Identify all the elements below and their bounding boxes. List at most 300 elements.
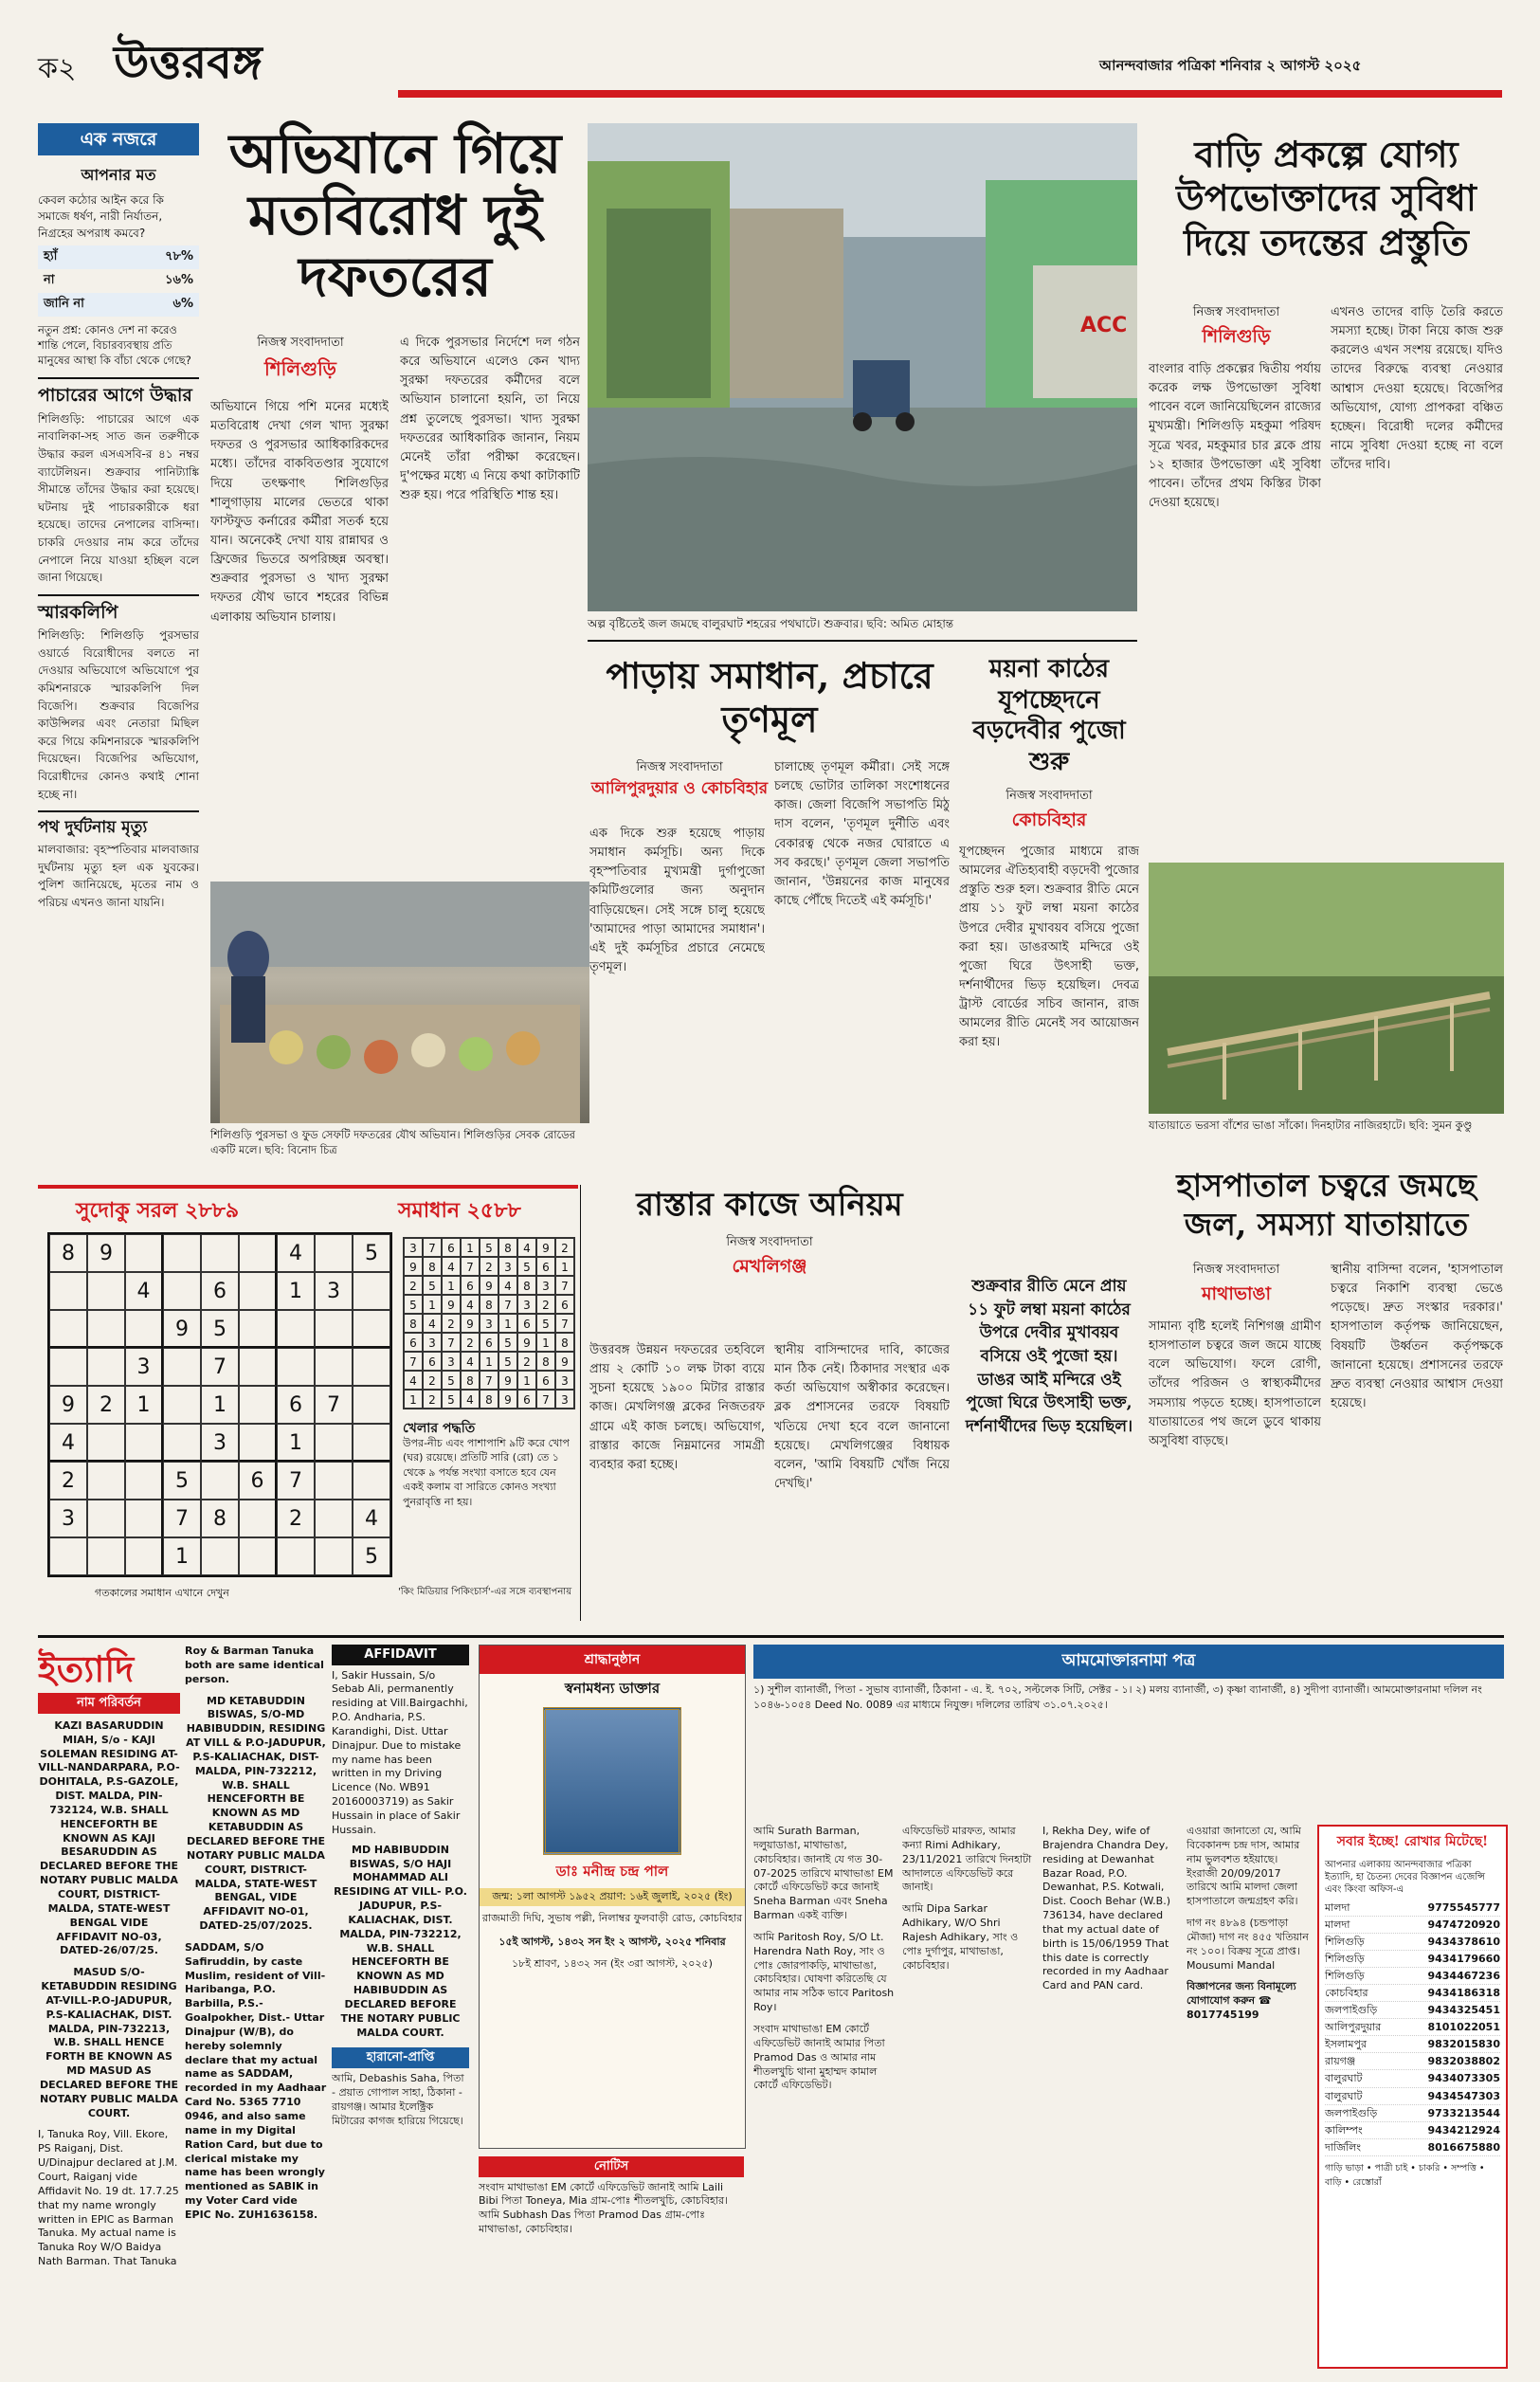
agents-box [1317,1825,1508,2369]
solution-cells [404,1238,574,1409]
sudoku-cell[interactable] [49,1537,87,1575]
sudoku-cell[interactable]: 9 [87,1234,125,1272]
sudoku-cell[interactable]: 2 [277,1500,315,1537]
sudoku-cell[interactable]: 9 [49,1386,87,1424]
agent-place: কালিম্পং [1325,2123,1363,2137]
solution-footer: 'কিং মিডিয়ার পিকিংচার্স'-এর সঙ্গে ব্যবস্থাপনায় [398,1587,572,1597]
solution-cell: 4 [423,1314,442,1333]
solution-cell: 2 [423,1390,442,1409]
sudoku-cell[interactable] [201,1234,239,1272]
sudoku-cell[interactable]: 3 [315,1272,353,1310]
agent-row [1325,2019,1500,2036]
sudoku-cell[interactable]: 5 [353,1234,390,1272]
photo-flood [588,123,1137,611]
missing-title: হারানো-প্রাপ্তি [332,2047,469,2068]
solution-cell: 6 [404,1333,423,1352]
puzzle-red-rule [38,1185,578,1189]
rule-under-flood [588,640,1137,642]
ad-text: Roy & Barman Tanuka both are same identical person. [185,1645,324,1685]
road-dateline: মেখলিগঞ্জ [732,1255,807,1277]
ad-text: আমি Surath Barman, দলুয়াডাঙা, মাথাভাঙা, কোচবিহার। জানাই যে গত 30-07-2025 তারিখে মাথাভাঙা EM কোর্টে এফিডেভিট করে জানাই Sneha Barman এবং Sneha Barman একই ব্যক্তি। [753,1825,894,1922]
solution-cell: 7 [555,1276,574,1295]
solution-cell: 6 [461,1276,480,1295]
solution-cell: 6 [517,1390,536,1409]
notice-body: সংবাদ মাথাভাঙা EM কোর্টে এফিডেভিট জানাই আমি Laili Bibi পিতা Toneya, Mia গ্রাম-পোঃ শীতলখুচি, কোচবিহার। আমি Subhash Das পিতা Pramod Das গ্রাম-পোঃ মাথাভাঙা, কোচবিহার। [479,2180,728,2236]
sudoku-cell[interactable] [315,1310,353,1348]
sudoku-cell[interactable] [353,1462,390,1500]
agent-row [1325,2053,1500,2070]
sudoku-cell[interactable] [49,1310,87,1348]
sudoku-cell[interactable] [125,1500,163,1537]
solution-cell: 1 [404,1390,423,1409]
ad-text: MD KETABUDDIN BISWAS, S/O-MD HABIBUDDIN, RESIDING AT VILL & P.O-JADUPUR, P.S-KALIACHAK, DIST-MALDA, PIN-732212, W.B. SHALL HENCEFORTH BE KNOWN AS MD KETABUDDIN AS DECLARED BEFORE THE NOTARY PUBLIC MALDA COURT, DISTRICT-MALDA, STATE-WEST BENGAL, VIDE AFFIDAVIT NO-01, DATED-25/07/2025. [186,1694,326,1933]
agent-row [1325,2002,1500,2019]
sudoku-title: সুদোকু সরল ২৮৮৯ [76,1199,240,1223]
solution-cell: 3 [442,1352,461,1371]
housing-byline: নিজস্ব সংবাদদাতা [1192,305,1280,319]
solution-cell: 5 [423,1276,442,1295]
solution-cell: 1 [498,1314,517,1333]
caption-kitchen: শিলিগুড়ি পুরসভা ও ফুড সেফটি দফতরের যৌথ অভিযান। শিলিগুড়ির সেবক রোডের একটি মলে। ছবি: বিনোদ চিত্র [210,1128,575,1156]
road-byline: নিজস্ব সংবাদদাতা [726,1234,813,1249]
agent-phone[interactable]: 9733213544 [1427,2106,1500,2119]
solution-cell: 5 [442,1371,461,1390]
sudoku-cell[interactable]: 4 [125,1272,163,1310]
solution-cell: 1 [423,1295,442,1314]
solution-cell: 8 [498,1238,517,1257]
solution-cell: 9 [555,1352,574,1371]
sudoku-cell[interactable] [49,1272,87,1310]
sudoku-cell[interactable] [353,1348,390,1386]
elomelo-panel [552,1189,553,1190]
housing-headline: বাড়ি প্রকল্পে যোগ্য উপভোক্তাদের সুবিধা দিয়ে তদন্তের প্রস্তুতি [1176,133,1477,264]
sudoku-cell[interactable] [239,1310,277,1348]
sudoku-cell[interactable]: 5 [353,1537,390,1575]
sudoku-cell[interactable] [87,1272,125,1310]
agent-phone[interactable]: 9434186318 [1427,1987,1500,2000]
sudoku-cell[interactable] [87,1537,125,1575]
shraddha-ritual: ১৫ই আগস্ট, ১৪৩২ সন ইং ২ আগস্ট, ২০২৫ শনিবার [498,1936,726,1948]
agent-phone[interactable]: 9434073305 [1427,2072,1500,2085]
sudoku-cell[interactable]: 7 [201,1348,239,1386]
solution-cell: 4 [517,1238,536,1257]
sudoku-cell[interactable] [239,1424,277,1462]
lead-col2: এ দিকে পুরসভার নির্দেশে দল গঠন করে অভিযানে এলেও কেন খাদ্য সুরক্ষা দফতরের কর্মীদের বলে অভিযান চালানো হয়নি, তা নিয়ে প্রশ্ন তুলেছে পুরসভা। খাদ্য সুরক্ষা দফতরের আধিকারিক জানান, নিয়ম মেনেই তাঁরা পরীক্ষা করেছেন। দু'পক্ষের মধ্যে এ নিয়ে কথা কাটাকাটি শুরু হয়। পরে পরিস্থিতি শান্ত হয়। [400,336,580,503]
agent-phone[interactable]: 9434212924 [1427,2123,1500,2137]
caption-bridge: যাতায়াতে ভরসা বাঁশের ভাঙা সাঁকো। দিনহাটার নাজিরহাটে। ছবি: সুমন কুণ্ডু [1149,1118,1473,1132]
housing-byline-block [1149,303,1324,354]
solution-cell: 8 [480,1390,498,1409]
para-byline: নিজস্ব সংবাদদাতা [636,760,723,774]
sidebar-story2-title: স্মারকলিপি [38,601,118,623]
ad-text: আমি, Debashis Saha, পিতা - প্রয়াত গোপাল সাহা, ঠিকানা - রায়গঞ্জ। আমার ইলেক্ট্রিক মিটারের কাগজ হারিয়ে গিয়েছে। [332,2072,464,2127]
sudoku-cell[interactable] [87,1424,125,1462]
classified-note: বিজ্ঞাপনের জন্য বিনামূল্যে যোগাযোগ করুন ☎ 8017745199 [1187,1980,1296,2022]
solution-cell: 7 [555,1314,574,1333]
sudoku-cell[interactable]: 3 [125,1348,163,1386]
solution-cell: 3 [555,1371,574,1390]
puja-pull-quote: শুক্রবার রীতি মেনে প্রায় ১১ ফুট লম্বা ময়না কাঠের উপরে দেবীর মুখাবয়ব বসিয়ে ওই পুজো হয়। ডাঙর আই মন্দিরে ওই পুজো ঘিরে উৎসাহী ভক্ত, দর্শনার্থীদের ভিড় হয়েছিল। [965,1277,1133,1436]
agent-place: মালদা [1325,1901,1350,1914]
brand-logo: ইত্যাদি [38,1647,135,1690]
sudoku-cell[interactable] [163,1234,201,1272]
page-number: ক২ [38,52,77,85]
agent-phone[interactable]: 9474720920 [1427,1918,1500,1932]
sudoku-cell[interactable] [315,1424,353,1462]
puja-byline: নিজস্ব সংবাদদাতা [1006,789,1093,803]
sudoku-cell[interactable]: 1 [277,1272,315,1310]
agent-phone[interactable]: 9832038802 [1427,2055,1500,2068]
ad-text: আমি Paritosh Roy, S/O Lt. Harendra Nath Roy, সাং ও পোঃ জোরপাকড়ি, মাথাভাঙা, কোচবিহার। ঘোষণা করিতেছি যে আমার নাম সঠিক ভাবে Paritosh Roy। [753,1930,895,2014]
sudoku-cell[interactable]: 7 [277,1462,315,1500]
sudoku-cell[interactable]: 6 [277,1386,315,1424]
sudoku-cell[interactable]: 5 [163,1462,201,1500]
agent-phone[interactable]: 9775545777 [1427,1901,1500,1914]
agent-row [1325,2088,1500,2105]
flood-street-illustration [588,123,1137,611]
solution-cell: 7 [423,1238,442,1257]
para-byline-block [589,758,770,799]
poll-row [38,245,199,269]
agent-phone[interactable]: 9832015830 [1427,2038,1500,2051]
sudoku-cell[interactable]: 1 [163,1537,201,1575]
solution-cell: 7 [404,1352,423,1371]
sudoku-cell[interactable]: 4 [353,1500,390,1537]
sudoku-cell[interactable] [87,1462,125,1500]
sudoku-cell[interactable]: 7 [163,1500,201,1537]
solution-cell: 4 [461,1390,480,1409]
solution-cell: 8 [480,1295,498,1314]
sudoku-cell[interactable] [87,1348,125,1386]
para-col2: চালাচ্ছে তৃণমূল কর্মীরা। সেই সঙ্গে চলছে ভোটার তালিকা সংশোধনের কাজ। জেলা বিজেপি সভাপতি মিঠু দাস বলেন, 'তৃণমূল দুর্নীতি এবং বেকারত্ব থেকে নজর ঘোরাতে এ সব করছে।' তৃণমূল জেলা সভাপতি জানান, 'উন্নয়নের কাজ মানুষের কাছে পৌঁছে দিতেই এই কর্মসূচি।' [774,760,950,908]
solution-cell: 3 [555,1390,574,1409]
shraddha-portrait [543,1707,681,1855]
sudoku-cell[interactable]: 5 [201,1310,239,1348]
solution-cell: 2 [442,1314,461,1333]
solution-cell: 1 [517,1371,536,1390]
sudoku-cell[interactable] [201,1537,239,1575]
story-housing [1149,133,1504,853]
story-puja [959,654,1139,1261]
solution-title: সমাধান ২৫৮৮ [398,1199,521,1223]
solution-cell: 4 [442,1257,461,1276]
puja-pull-quote-block [959,1275,1139,1616]
solution-cell: 2 [423,1371,442,1390]
puja-dateline: কোচবিহার [1011,809,1087,830]
sudoku-cell[interactable] [315,1348,353,1386]
brand-tag: নাম পরিবর্তন [38,1693,180,1714]
lead-byline: নিজস্ব সংবাদদাতা [257,336,344,350]
solution-cell: 5 [536,1314,555,1333]
solution-cell: 8 [404,1314,423,1333]
sudoku-cell[interactable]: 2 [87,1386,125,1424]
ad-text: এওয়ারা জানাতো যে, আমি বিবেকানন্দ চন্দ্র দাস, আমার নাম ভুলবশত হইয়াছে। ইংরাজী 20/09/2017 তারিখে আমি মালদা জেলা হাসপাতালে জন্মগ্রহণ করি। [1187,1825,1301,1908]
sidebar-story3-title: পথ দুর্ঘটনায় মৃত্যু [38,818,148,838]
sudoku-cell[interactable] [125,1310,163,1348]
sudoku-cell[interactable]: 4 [49,1424,87,1462]
solution-cell: 2 [555,1238,574,1257]
agent-phone[interactable]: 8101022051 [1427,2021,1500,2034]
agent-row [1325,1968,1500,1985]
agent-row [1325,1934,1500,1951]
ad-text: KAZI BASARUDDIN MIAH, S/o - KAJI SOLEMAN RESIDING AT-VILL-NANDARPARA, P.O-DOHITALA, P.S-GAZOLE, DIST. MALDA, PIN-732124, W.B. SHALL HENCEFORTH BE KNOWN AS KAJI BESARUDDIN AS DECLARED BEFORE THE NOTARY PUBLIC MALDA COURT, DISTRICT-MALDA, STATE-WEST BENGAL VIDE AFFIDAVIT NO-03, DATED-26/07/25. [38,1718,180,1957]
story-para [589,654,950,1147]
agent-place: ইসলামপুর [1325,2038,1368,2051]
sudoku-cell[interactable] [353,1272,390,1310]
sudoku-cell[interactable] [163,1272,201,1310]
sudoku-cell[interactable]: 8 [201,1500,239,1537]
notice-column [479,2156,744,2365]
elomelo-column [580,1185,581,1621]
sudoku-cell[interactable] [277,1537,315,1575]
agent-place: দার্জিলিং [1325,2140,1362,2154]
agent-row [1325,2036,1500,2053]
solution-rule-title: খেলার পদ্ধতি [403,1421,476,1436]
affidavit-title: AFFIDAVIT [332,1645,469,1665]
sudoku-cell[interactable] [315,1462,353,1500]
sudoku-cell[interactable] [201,1462,239,1500]
shraddha-place: রাজমাতী দিঘি, সুভাষ পল্লী, নিলাম্বর ফুলবাড়ী রোড, কোচবিহার [481,1912,743,1924]
para-headline: পাড়ায় সমাধান, প্রচারে তৃণমূল [606,654,933,741]
agent-phone[interactable]: 9434467236 [1427,1970,1500,1983]
agent-place: শিলিগুড়ি [1325,1970,1365,1983]
poll-label: জানি না [44,297,84,312]
solution-cell: 7 [498,1295,517,1314]
sudoku-cell[interactable] [239,1537,277,1575]
shraddha-title: শ্রাদ্ধানুষ্ঠান [480,1646,745,1674]
sudoku-cell[interactable] [239,1272,277,1310]
sudoku-cell[interactable]: 1 [201,1386,239,1424]
solution-cell: 6 [517,1314,536,1333]
sudoku-cell[interactable] [125,1537,163,1575]
solution-cell: 2 [517,1352,536,1371]
solution-cell: 6 [480,1333,498,1352]
solution-cell: 6 [555,1295,574,1314]
agent-phone[interactable]: 9434547303 [1427,2089,1500,2102]
agent-place: শিলিগুড়ি [1325,1953,1365,1966]
lead-byline-block [210,334,390,387]
sudoku-cell[interactable] [163,1348,201,1386]
solution-cell: 9 [498,1390,517,1409]
agent-row [1325,2070,1500,2087]
poll-value: ১৬% [165,273,193,288]
masthead-red-rule [398,90,1502,98]
solution-cell: 9 [461,1314,480,1333]
sudoku-cell[interactable] [163,1386,201,1424]
sudoku-cell[interactable] [239,1348,277,1386]
sudoku-cell[interactable] [125,1462,163,1500]
lead-story [210,123,580,891]
solution-cell: 9 [536,1238,555,1257]
solution-cell: 9 [480,1276,498,1295]
ad-text: দাগ নং ৪৮৯৪ (চন্ডপাড়া মৌজা) দাগ নং ৪৫৫ খতিয়ান নং ১০০। বিক্রয় সূত্রে প্রাপ্ত। Mousumi Mandal [1187,1917,1309,1972]
solution-cell: 3 [536,1276,555,1295]
opinion-question: কেবল কঠোর আইন করে কি সমাজে ধর্ষণ, নারী নির্যাতন, নিগ্রহের অপরাধ কমবে? [38,193,164,240]
sudoku-cell[interactable] [87,1310,125,1348]
solution-cell: 9 [404,1257,423,1276]
agent-row [1325,1951,1500,1968]
solution-cell: 3 [404,1238,423,1257]
sudoku-cell[interactable] [239,1386,277,1424]
sudoku-cell[interactable]: 7 [315,1386,353,1424]
housing-dateline: শিলিগুড়ি [1202,326,1271,347]
sudoku-cell[interactable] [163,1424,201,1462]
ads-column-8 [1042,1825,1180,2365]
elomelo-box [38,1621,39,1622]
amukhtar-section [753,1645,1504,1815]
sudoku-cell[interactable]: 3 [49,1500,87,1537]
sudoku-cell[interactable] [125,1234,163,1272]
solution-cell: 9 [517,1333,536,1352]
solution-grid [403,1237,575,1409]
story-hospital [1149,1166,1504,1621]
solution-cell: 7 [442,1333,461,1352]
sudoku-footer: গতকালের সমাধান এখানে দেখুন [95,1587,229,1599]
solution-cell: 3 [480,1314,498,1333]
road-col1: উত্তরবঙ্গ উন্নয়ন দফতরের তহবিলে প্রায় ২ কোটি ১০ লক্ষ টাকা ব্যয়ে সুচনা হয়েছে ১৯০০ মিটার রাস্তার কাজ। মেখলিগঞ্জ ব্লকের নিজতরফ গ্রামে এই কাজ চলছে। অভিযোগ, রাস্তার কাজে নিম্নমানের সামগ্রী ব্যবহার করা হচ্ছে। [589,1343,765,1472]
ad-text: I, Rekha Dey, wife of Brajendra Chandra Dey, residing at Dewanhat Bazar Road, P.O. Dewanhat, P.S. Kotwali, Dist. Cooch Behar (W.B.) 736134, have declared that my actual date of birth is 15/06/1959 That this date is correctly recorded in my Aadhaar Card and PAN card. [1042,1825,1171,1992]
shraddha-name: স্বনামধন্য ডাক্তার [564,1680,661,1697]
puja-headline: ময়না কাঠের যূপচ্ছেদনে বড়দেবীর পুজো শুরু [972,655,1126,776]
solution-cell: 8 [536,1352,555,1371]
ad-text: সংবাদ মাথাভাঙা EM কোর্টে এফিডেভিট জানাই আমার পিতা Pramod Das ও আমার নাম শীতলখুচি থানা মুহাম্মদ কামাল কোর্টে এফিডেভিট। [753,2022,885,2092]
agent-phone[interactable]: 9434378610 [1427,1936,1500,1949]
solution-cell: 6 [442,1238,461,1257]
puzzles [38,1185,578,1621]
flood-shop-sign: ACC [1080,314,1128,337]
ad-text: I, Sakir Hussain, S/o Sebab Ali, permanently residing at Vill.Bairgachhi, P.O. Andharia, P.S. Karandighi, Dist. Uttar Dinajpur. Due to mistake my name has been written in my Driving Licence (No. WB91 20160003719) as Sakir Hussain in place of Sakir Hussain. [332,1668,468,1836]
sudoku-cell[interactable]: 3 [201,1424,239,1462]
solution-cell: 1 [461,1238,480,1257]
agent-place: কোচবিহার [1325,1987,1368,2000]
puja-body: যূপচ্ছেদন পুজোর মাধ্যমে রাজ আমলের ঐতিহ্যবাহী বড়দেবী পুজোর প্রস্তুতি শুরু হল। শুক্রবার রীতি মেনে প্রায় ১১ ফুট লম্বা ময়না কাঠের উপরে দেবীর মুখাবয়ব বসিয়ে পুজো করা হয়। ডাঙরআই মন্দিরে ওই পুজো ঘিরে উৎসাহী ভক্ত, দর্শনার্থীদের ভিড় হয়েছিল। দেবত্র ট্রাস্ট বোর্ডের সচিব জানান, রাজ আমলের রীতি মেনেই সব আয়োজন করা হয়। [959,845,1139,1050]
sudoku-cell[interactable] [277,1310,315,1348]
poll-row [38,269,199,293]
agent-phone[interactable]: 8016675880 [1427,2140,1500,2154]
sudoku-cell[interactable] [315,1500,353,1537]
sudoku-cell[interactable] [277,1348,315,1386]
agent-place: রায়গঞ্জ [1325,2055,1356,2068]
sudoku-grid [47,1232,392,1577]
sudoku-cells [49,1234,390,1575]
ad-text: MASUD S/O-KETABUDDIN RESIDING AT-VILL-P.O-JADUPUR, P.S-KALIACHAK, DIST. MALDA, PIN-732213, W.B. SHALL HENCE FORTH BE KNOWN AS MD MASUD AS DECLARED BEFORE THE NOTARY PUBLIC MALDA COURT. [40,1966,178,2119]
agent-row [1325,2139,1500,2156]
lead-headline: অভিযানে গিয়ে মতবিরোধ দুই দফতরের [228,121,562,309]
sidebar-story3-body: মালবাজার: বৃহস্পতিবার মালবাজার দুর্ঘটনায় মৃত্যু হল এক যুবকের। পুলিশ জানিয়েছে, মৃতের নাম ও পরিচয় এখনও জানা যায়নি। [38,843,199,909]
sidebar-rule [38,810,199,812]
hospital-headline: হাসপাতাল চত্বরে জমছে জল, সমস্যা যাতায়াতে [1176,1167,1477,1244]
poll-value: ৬% [172,297,193,312]
masthead [0,0,1540,104]
shraddha-ad [479,1645,746,2149]
sudoku-cell[interactable] [49,1348,87,1386]
solution-cell: 2 [404,1276,423,1295]
solution-cell: 3 [517,1295,536,1314]
sudoku-cell[interactable]: 1 [277,1424,315,1462]
sudoku-cell[interactable]: 4 [277,1234,315,1272]
sudoku-cell[interactable] [353,1386,390,1424]
ads-column-1 [38,1645,180,2365]
agent-phone[interactable]: 9434179660 [1427,1953,1500,1966]
agent-place: বালুরঘাট [1325,2072,1363,2085]
sudoku-cell[interactable] [125,1424,163,1462]
solution-cell: 9 [442,1295,461,1314]
lead-col1: অভিযানে গিয়ে পশি মনের মধ্যেই মতবিরোধ দেখা গেল খাদ্য সুরক্ষা দফতর ও পুরসভার আধিকারিকদের মধ্যে। তাঁদের বাকবিতণ্ডার সুযোগে দিয়ে তৎক্ষণাৎ শিলিগুড়ির শালুগাড়ায় মালের ভেতরে থাকা ফাস্টফুড কর্নারের কর্মীরা সতর্ক হয়ে যান। অনেকেই দেখা যায় রান্নাঘর ও ফ্রিজের ভিতরে অপরিচ্ছন্ন অবস্থা। শুক্রবার পুরসভা ও খাদ্য সুরক্ষা দফতর যৌথ ভাবে শহরের বিভিন্ন এলাকায় অভিযান চালায়। [210,400,389,625]
sudoku-cell[interactable]: 6 [239,1462,277,1500]
sudoku-cell[interactable] [239,1500,277,1537]
solution-cell: 6 [536,1371,555,1390]
story-road [589,1185,950,1621]
shraddha-niyam: ১৮ই শ্রাবণ, ১৪৩২ সন (ইং ৩রা আগস্ট, ২০২৫) [512,1957,713,1970]
bridge-illustration [1149,863,1504,1114]
photo-kitchen [210,882,589,1123]
agent-row [1325,1900,1500,1917]
agent-row [1325,1917,1500,1934]
paper-date: আনন্দবাজার পত্রিকা শনিবার ২ আগস্ট ২০২৫ [1099,57,1362,74]
ad-text: আমি Dipa Sarkar Adhikary, W/O Shri Rajesh Adhikary, সাং ও পোঃ দুর্গাপুর, মাথাভাঙা, কোচবিহার। [902,1902,1019,1972]
sudoku-cell[interactable]: 9 [163,1310,201,1348]
solution-cell: 5 [404,1295,423,1314]
sudoku-cell[interactable] [239,1234,277,1272]
photo-bridge [1149,863,1504,1114]
classified-top-rule [38,1635,1504,1638]
agent-row [1325,2105,1500,2122]
sudoku-cell[interactable] [315,1234,353,1272]
notice-title: নোটিস [479,2156,744,2177]
solution-rules: উপর-নীচ এবং পাশাপাশি ৯টি করে খোপ (ঘর) রয়েছে। প্রতিটি সারি (রো) তে ১ থেকে ৯ পর্যন্ত সংখ্যা বসাতে হবে যেন একই কলাম বা সারিতে কোনও সংখ্যা পুনরাবৃত্তি না হয়। [403,1437,570,1508]
sudoku-cell[interactable]: 1 [125,1386,163,1424]
sidebar-story1-body: শিলিগুড়ি: পাচারের আগে এক নাবালিকা-সহ সাত জন তরুণীকে উদ্ধার করল এসএসবি-র ৪১ নম্বর ব্যাটেলিয়ন। শুক্রবার পানিট্যাঙ্কি সীমান্তে তাঁদের উদ্ধার করা হয়েছে। ঘটনায় দুই পাচারকারীকে ধরা হয়েছে। তাদের নেপালের বাসিন্দা। চাকরি দেওয়ার নাম করে তাঁদের নেপালে নিয়ে যাওয়া হচ্ছিল বলে জানা গিয়েছে। [38,411,199,585]
solution-cell: 5 [498,1352,517,1371]
solution-cell: 7 [536,1390,555,1409]
poll-row [38,293,199,317]
sudoku-cell[interactable]: 8 [49,1234,87,1272]
sidebar [38,123,199,1147]
solution-cell: 4 [404,1371,423,1390]
agent-place: শিলিগুড়ি [1325,1936,1365,1949]
sudoku-cell[interactable]: 2 [49,1462,87,1500]
agents-list [1319,1898,1506,2158]
agent-phone[interactable]: 9434325451 [1427,2004,1500,2017]
agent-place: বালুরঘাট [1325,2089,1363,2102]
ads-column-2 [185,1645,327,2365]
solution-cell: 2 [536,1295,555,1314]
sidebar-story1-title: পাচারের আগে উদ্ধার [38,385,192,407]
sudoku-cell[interactable] [353,1310,390,1348]
sudoku-cell[interactable]: 6 [201,1272,239,1310]
solution-cell: 1 [555,1257,574,1276]
hospital-byline-block [1149,1261,1324,1311]
ads-column-6 [753,1825,896,2365]
hospital-byline: নিজস্ব সংবাদদাতা [1192,1263,1280,1277]
poll-label: না [44,273,55,288]
solution-cell: 9 [498,1371,517,1390]
sudoku-cell[interactable] [353,1424,390,1462]
solution-cell: 8 [461,1371,480,1390]
agent-place: মালদা [1325,1918,1350,1932]
agent-row [1325,1985,1500,2002]
amukhtar-title: আমমোক্তারনামা পত্র [753,1645,1504,1679]
agents-callout: সবার ইচ্ছে! রোখার মিটেছে! [1336,1834,1489,1849]
sidebar-title: এক নজরে [38,123,199,155]
solution-cell: 8 [423,1257,442,1276]
sudoku-cell[interactable] [315,1537,353,1575]
shraddha-dates: জন্ম: ১লা আগস্ট ১৯৫২ প্রয়াণ: ১৬ই জুলাই, ২০২৫ (ইং) [480,1888,745,1906]
solution-cell: 8 [517,1276,536,1295]
sudoku-cell[interactable] [87,1500,125,1537]
road-col2: স্থানীয় বাসিন্দাদের দাবি, কাজের মান ঠিক নেই। ঠিকাদার সংস্থার এক কর্তা অভিযোগ অস্বীকার করেছেন। ব্লক প্রশাসনের তরফে বিষয়টি খতিয়ে দেখা হবে বলে জানানো হয়েছে। মেখলিগঞ্জের বিধায়ক বলেন, 'আমি বিষয়টি খোঁজ নিয়ে দেখছি।' [774,1343,950,1491]
solution-cell: 5 [442,1390,461,1409]
